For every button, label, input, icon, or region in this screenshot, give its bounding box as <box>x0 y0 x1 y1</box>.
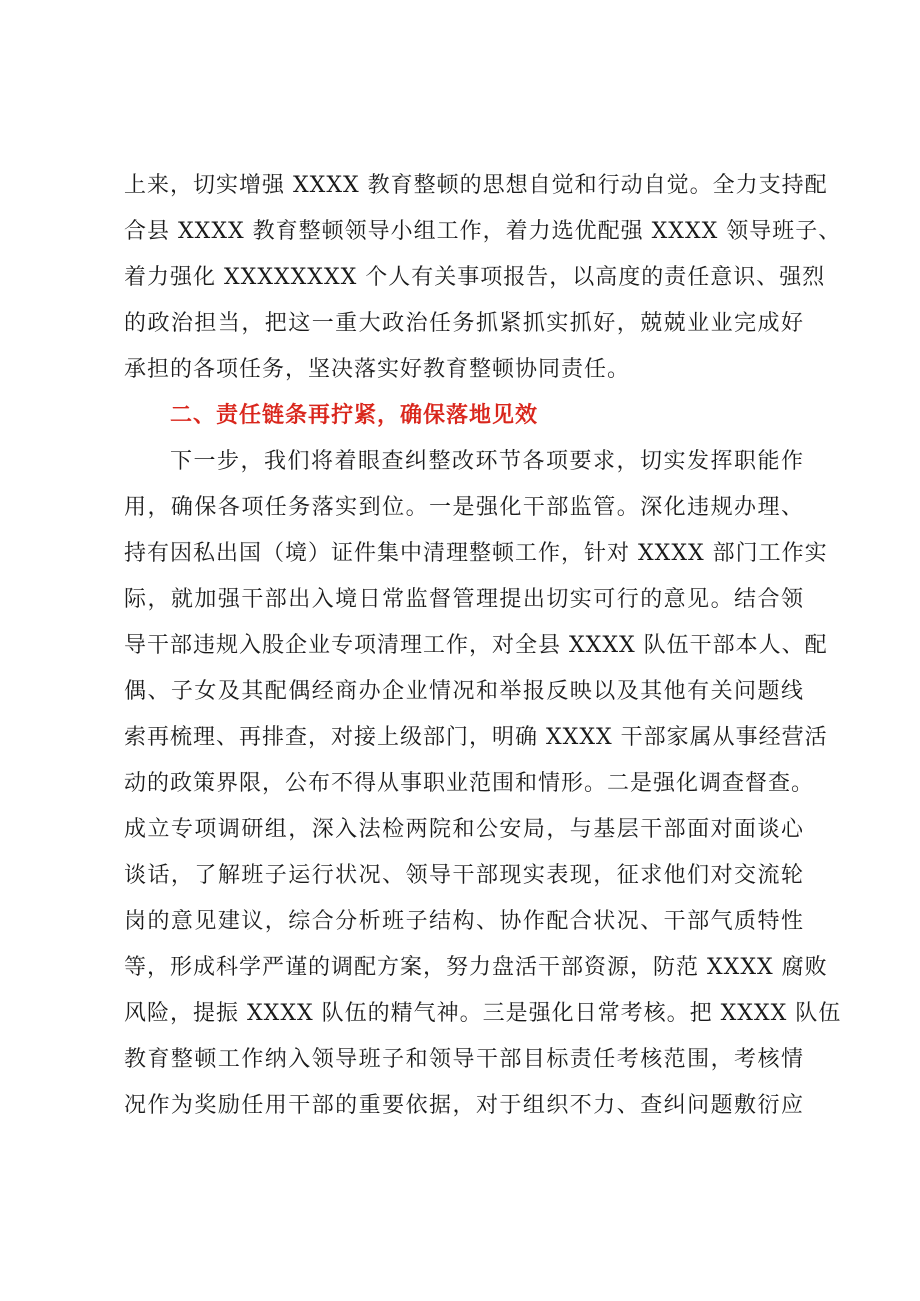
paragraph-2-line-14: 教育整顿工作纳入领导班子和领导干部目标责任考核范围，考核情 <box>124 1047 804 1072</box>
paragraph-2-line-8: 动的政策界限，公布不得从事职业范围和情形。二是强化调查督查。 <box>124 771 815 796</box>
paragraph-2-line-12: 等，形成科学严谨的调配方案，努力盘活干部资源，防范 XXXX 腐败 <box>124 955 828 980</box>
section-heading-2: 二、责任链条再拧紧，确保落地见效 <box>170 403 539 428</box>
paragraph-2-line-10: 谈话，了解班子运行状况、领导干部现实表现，征求他们对交流轮 <box>124 863 804 888</box>
paragraph-2-line-3: 持有因私出国（境）证件集中清理整顿工作，针对 XXXX 部门工作实 <box>124 541 828 566</box>
paragraph-2-line-15: 况作为奖励任用干部的重要依据，对于组织不力、查纠问题敷衍应 <box>124 1093 804 1118</box>
paragraph-1-line-2: 合县 XXXX 教育整顿领导小组工作，着力选优配强 XXXX 领导班子、 <box>124 219 842 244</box>
paragraph-2-line-11: 岗的意见建议，综合分析班子结构、协作配合状况、干部气质特性 <box>124 909 804 934</box>
paragraph-1-line-5: 承担的各项任务，坚决落实好教育整顿协同责任。 <box>124 357 631 382</box>
paragraph-2-line-4: 际，就加强干部出入境日常监督管理提出切实可行的意见。结合领 <box>124 587 804 612</box>
paragraph-1-line-1: 上来，切实增强 XXXX 教育整顿的思想自觉和行动自觉。全力支持配 <box>124 173 828 198</box>
paragraph-2-line-1: 下一步，我们将着眼查纠整改环节各项要求，切实发挥职能作 <box>170 449 804 474</box>
paragraph-1-line-3: 着力强化 XXXXXXXX 个人有关事项报告，以高度的责任意识、强烈 <box>124 265 826 290</box>
paragraph-2-line-2: 用，确保各项任务落实到位。一是强化干部监管。深化违规办理、 <box>124 495 804 520</box>
paragraph-2-line-6: 偶、子女及其配偶经商办企业情况和举报反映以及其他有关问题线 <box>124 679 804 704</box>
paragraph-2-line-7: 索再梳理、再排查，对接上级部门，明确 XXXX 干部家属从事经营活 <box>124 725 828 750</box>
paragraph-2-line-9: 成立专项调研组，深入法检两院和公安局，与基层干部面对面谈心 <box>124 817 804 842</box>
paragraph-1-line-4: 的政治担当，把这一重大政治任务抓紧抓实抓好，兢兢业业完成好 <box>124 311 804 336</box>
paragraph-2-line-13: 风险，提振 XXXX 队伍的精气神。三是强化日常考核。把 XXXX 队伍 <box>124 1001 842 1026</box>
paragraph-2-line-5: 导干部违规入股企业专项清理工作，对全县 XXXX 队伍干部本人、配 <box>124 633 828 658</box>
